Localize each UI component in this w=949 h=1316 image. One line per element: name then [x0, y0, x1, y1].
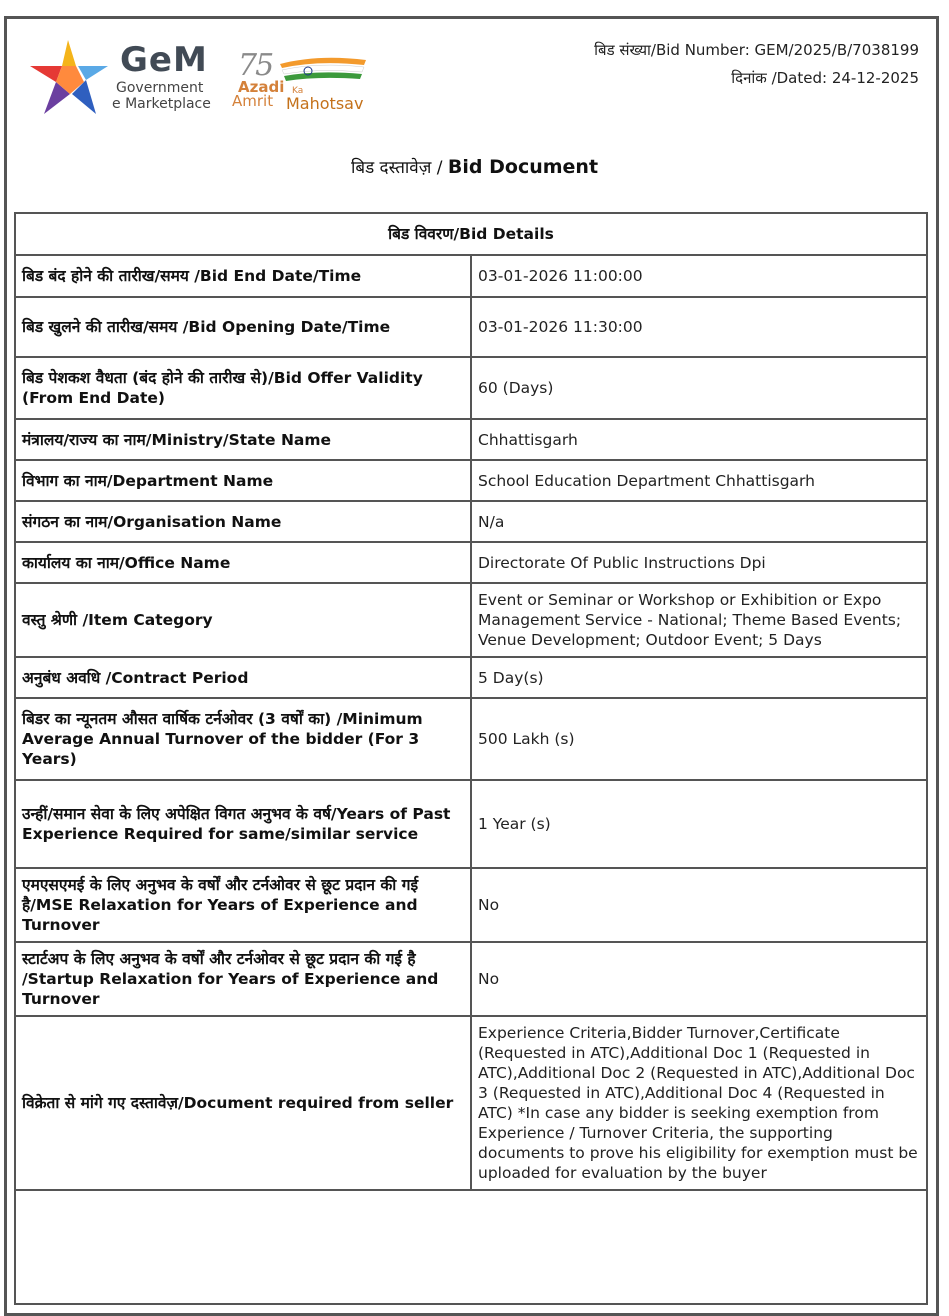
row-label: बिड खुलने की तारीख/समय /Bid Opening Date/Time: [15, 297, 471, 357]
azadi-logo-word2: Ka: [292, 86, 304, 96]
azadi-logo-word3: Amrit: [232, 92, 274, 110]
row-value: School Education Department Chhattisgarh: [471, 460, 927, 501]
table-heading-row: [15, 213, 927, 255]
flag-swoosh-icon: [278, 54, 368, 84]
row-value: 03-01-2026 11:30:00: [471, 297, 927, 357]
table-row: [15, 419, 927, 460]
row-label: विक्रेता से मांगे गए दस्तावेज़/Document required from seller: [15, 1016, 471, 1190]
row-value: 60 (Days): [471, 357, 927, 419]
azadi-logo-word4: Mahotsav: [286, 94, 364, 113]
table-row: [15, 460, 927, 501]
table-row: [15, 942, 927, 1016]
row-value: 1 Year (s): [471, 780, 927, 868]
row-value: Chhattisgarh: [471, 419, 927, 460]
table-heading: बिड विवरण/Bid Details: [15, 213, 927, 255]
row-value: No: [471, 868, 927, 942]
row-label: बिडर का न्यूनतम औसत वार्षिक टर्नओवर (3 वर्षों का) /Minimum Average Annual Turnover of the bidder (For 3 Years): [15, 698, 471, 780]
azadi-logo-word1: Azadi: [238, 78, 285, 96]
table-row-empty: [15, 1190, 927, 1304]
page-title-english: Bid Document: [447, 156, 599, 178]
row-label: संगठन का नाम/Organisation Name: [15, 501, 471, 542]
row-label: अनुबंध अवधि /Contract Period: [15, 657, 471, 698]
gem-logo-line1: Government: [116, 80, 204, 96]
row-label: बिड बंद होने की तारीख/समय /Bid End Date/Time: [15, 255, 471, 297]
gem-star-icon: [28, 36, 112, 126]
page-title: [0, 155, 949, 178]
bid-date: दिनांक /Dated: 24-12-2025: [731, 69, 919, 87]
row-value: Event or Seminar or Workshop or Exhibition or Expo Management Service - National; Theme Based Events; Venue Development; Outdoor Event; 5 Days: [471, 583, 927, 657]
gem-logo-word: GeM: [120, 40, 208, 80]
row-value: 500 Lakh (s): [471, 698, 927, 780]
row-label: मंत्रालय/राज्य का नाम/Ministry/State Name: [15, 419, 471, 460]
table-row: [15, 583, 927, 657]
table-row: [15, 255, 927, 297]
row-value: 5 Day(s): [471, 657, 927, 698]
table-row: [15, 780, 927, 868]
row-label: विभाग का नाम/Department Name: [15, 460, 471, 501]
bid-details-table: [14, 212, 928, 1305]
table-row: [15, 501, 927, 542]
table-row: [15, 657, 927, 698]
row-value: N/a: [471, 501, 927, 542]
row-label: बिड पेशकश वैधता (बंद होने की तारीख से)/Bid Offer Validity (From End Date): [15, 357, 471, 419]
table-row: [15, 542, 927, 583]
table-row: [15, 698, 927, 780]
table-row: [15, 868, 927, 942]
table-row: [15, 1016, 927, 1190]
row-value: Directorate Of Public Instructions Dpi: [471, 542, 927, 583]
azadi-logo: [230, 48, 380, 114]
row-label: उन्हीं/समान सेवा के लिए अपेक्षित विगत अनुभव के वर्ष/Years of Past Experience Required for same/similar service: [15, 780, 471, 868]
page-title-hindi: बिड दस्तावेज़ /: [350, 158, 448, 178]
row-value: Experience Criteria,Bidder Turnover,Certificate (Requested in ATC),Additional Doc 1 (Requested in ATC),Additional Doc 2 (Requested in ATC),Additional Doc 3 (Requested in ATC),Additional Doc 4 (Requested in ATC) *In case any bidder is seeking exemption from Experience / Turnover Criteria, the supporting documents to prove his eligibility for exemption must be uploaded for evaluation by the buyer: [471, 1016, 927, 1190]
row-value: No: [471, 942, 927, 1016]
gem-logo: [28, 36, 228, 126]
bid-number: बिड संख्या/Bid Number: GEM/2025/B/7038199: [594, 41, 919, 59]
azadi-logo-number: 75: [238, 48, 273, 83]
row-label: एमएसएमई के लिए अनुभव के वर्षों और टर्नओवर से छूट प्रदान की गई है/MSE Relaxation for Years of Experience and Turnover: [15, 868, 471, 942]
table-row: [15, 357, 927, 419]
row-label: कार्यालय का नाम/Office Name: [15, 542, 471, 583]
row-value: 03-01-2026 11:00:00: [471, 255, 927, 297]
gem-logo-line2: e Marketplace: [112, 96, 211, 112]
row-label: स्टार्टअप के लिए अनुभव के वर्षों और टर्नओवर से छूट प्रदान की गई है /Startup Relaxation for Years of Experience and Turnover: [15, 942, 471, 1016]
empty-cell: [15, 1190, 927, 1304]
row-label: वस्तु श्रेणी /Item Category: [15, 583, 471, 657]
table-row: [15, 297, 927, 357]
